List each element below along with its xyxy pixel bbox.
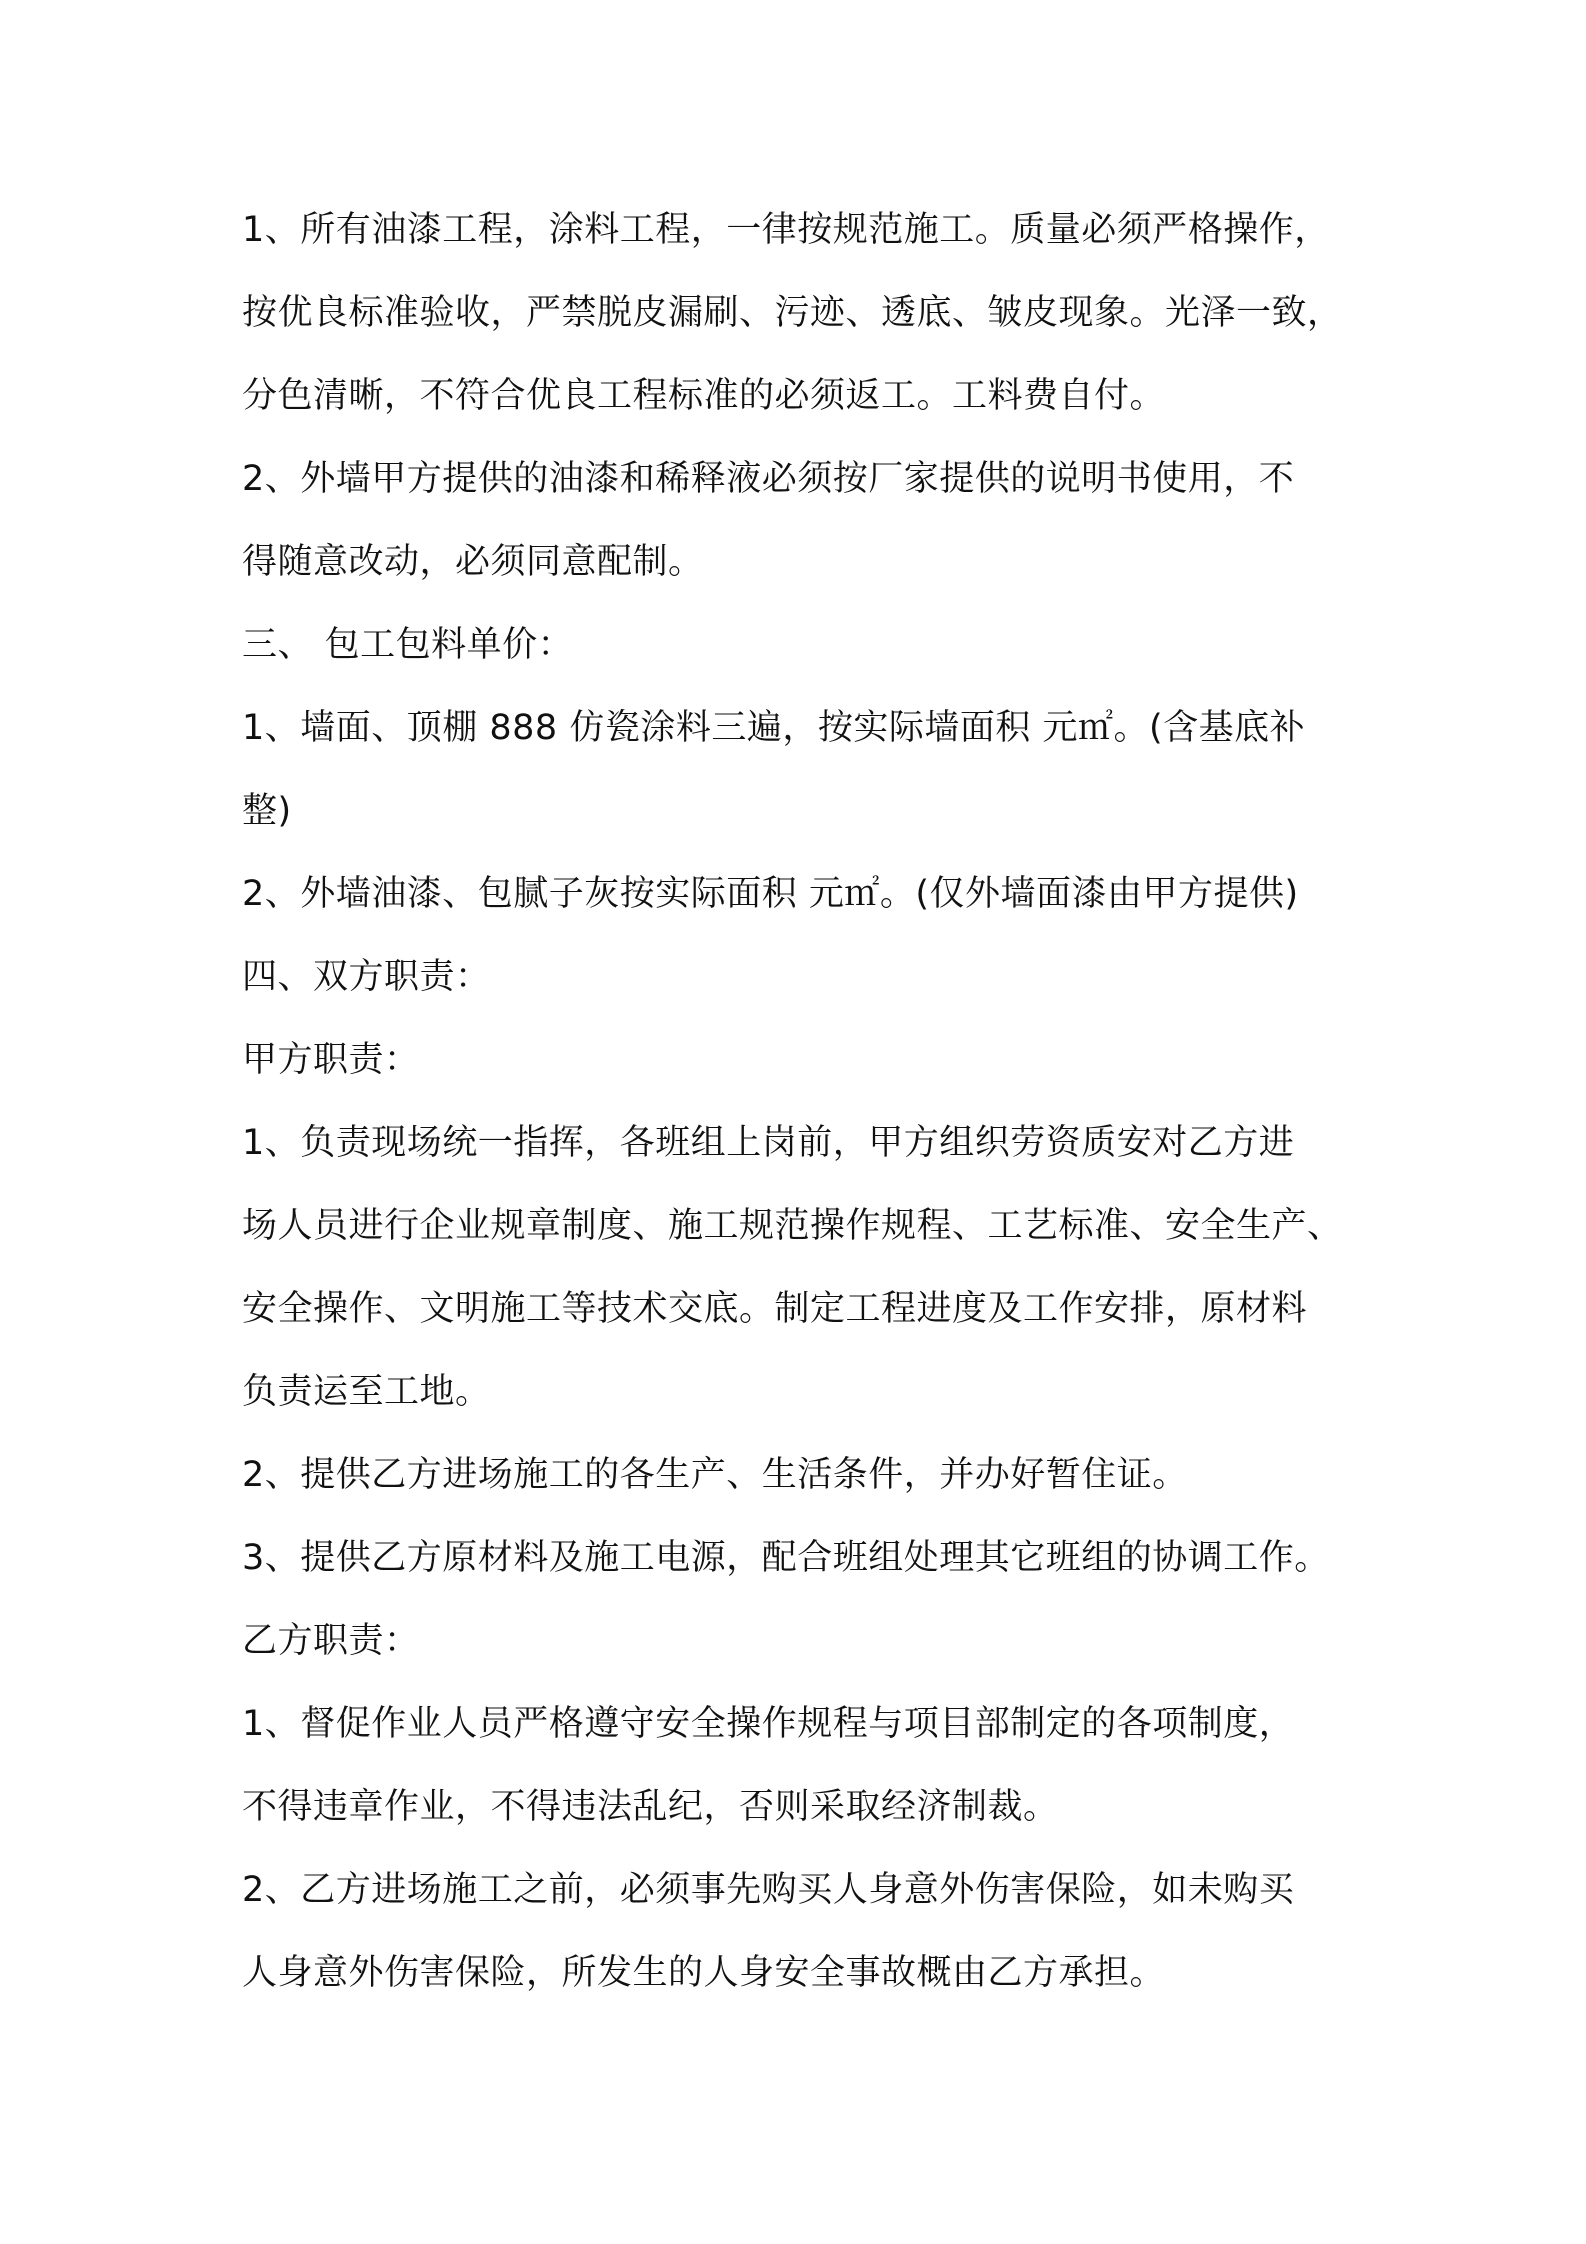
section-heading: 四、双方职责： [242, 957, 491, 997]
subsection-heading: 乙方职责： [242, 1621, 420, 1661]
text-line: 人身意外伤害保险，所发生的人身安全事故概由乙方承担。 [242, 1953, 1166, 1993]
text-line: 整) [242, 791, 292, 831]
text-line: 1、墙面、顶棚 888 仿瓷涂料三遍，按实际墙面积 元㎡。(含基底补 [242, 708, 1306, 748]
text-line: 3、提供乙方原材料及施工电源，配合班组处理其它班组的协调工作。 [242, 1538, 1330, 1578]
text-line: 1、所有油漆工程，涂料工程，一律按规范施工。质量必须严格操作， [242, 210, 1330, 250]
text-line: 2、外墙甲方提供的油漆和稀释液必须按厂家提供的说明书使用，不 [242, 459, 1295, 499]
text-line: 负责运至工地。 [242, 1372, 491, 1412]
text-line: 得随意改动，必须同意配制。 [242, 542, 704, 582]
text-line: 2、提供乙方进场施工的各生产、生活条件，并办好暂住证。 [242, 1455, 1188, 1495]
text-line: 不得违章作业，不得违法乱纪，否则采取经济制裁。 [242, 1787, 1059, 1827]
section-heading: 三、 包工包料单价： [242, 625, 574, 665]
text-line: 场人员进行企业规章制度、施工规范操作规程、工艺标准、安全生产、 [242, 1206, 1343, 1246]
text-line: 2、外墙油漆、包腻子灰按实际面积 元㎡。(仅外墙面漆由甲方提供) [242, 874, 1299, 914]
text-line: 1、负责现场统一指挥，各班组上岗前，甲方组织劳资质安对乙方进 [242, 1123, 1295, 1163]
document-body [242, 200, 1382, 2026]
text-line: 分色清晰，不符合优良工程标准的必须返工。工料费自付。 [242, 376, 1166, 416]
text-line: 2、乙方进场施工之前，必须事先购买人身意外伤害保险，如未购买 [242, 1870, 1295, 1910]
text-line: 1、督促作业人员严格遵守安全操作规程与项目部制定的各项制度， [242, 1704, 1295, 1744]
subsection-heading: 甲方职责： [242, 1040, 420, 1080]
text-line: 安全操作、文明施工等技术交底。制定工程进度及工作安排，原材料 [242, 1289, 1308, 1329]
text-line: 按优良标准验收，严禁脱皮漏刷、污迹、透底、皱皮现象。光泽一致， [242, 293, 1343, 333]
